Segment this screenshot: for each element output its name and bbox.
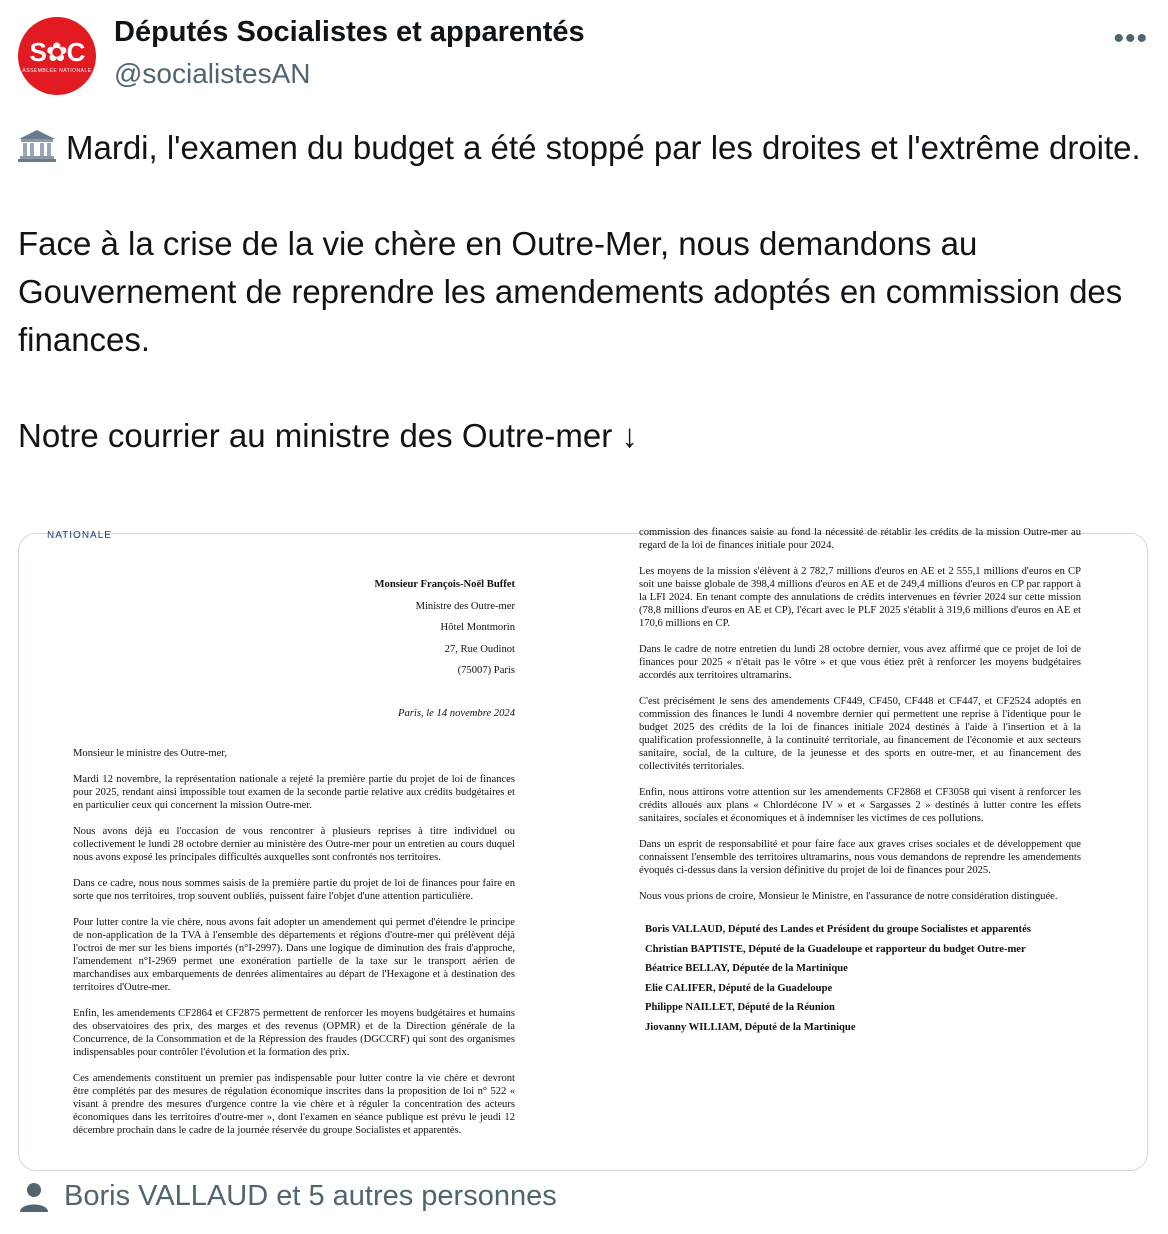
letter-right-top-fragment: commission des finances saisie au fond la nécessité de rétablir les crédits de la mission Outre-mer au regard de la loi de finances initiale pour 2024. (639, 527, 1081, 551)
recipient-address-3: (75007) Paris (457, 665, 515, 676)
signatory: Elie CALIFER, Député de la Guadeloupe (645, 982, 833, 994)
avatar[interactable] (18, 17, 96, 95)
tweet-paragraph-1-text: Mardi, l'examen du budget a été stoppé par les droites et l'extrême droite. (66, 129, 1141, 166)
recipient-block (73, 578, 515, 677)
avatar-logo-subtext: ASSEMBLÉE NATIONALE (22, 67, 92, 74)
letter-right-paragraph-1: Les moyens de la mission s'élèvent à 2 782,7 millions d'euros en AE et 2 555,1 millions d'euros en CP soit une baisse globale de 398,4 millions d'euros en AE et de 249,4 millions d'euros en CP par rapport à la LFI 2024. En tenant compte des annulations de crédits intervenues en février 2024 sur cette mission (78,8 millions d'euros en AE et CP), l'écart avec le PLF 2025 s'établit à 319,6 millions d'euros en AE et 170,6 millions en CP. (639, 566, 1081, 629)
letter-image[interactable] (18, 527, 1148, 1171)
letter-header-fragment: NATIONALE (47, 530, 112, 541)
letter-left-paragraph-3: Dans ce cadre, nous nous sommes saisis de la première partie du projet de loi de finances pour faire en sorte que nos territoires, trop souvent oubliés, puissent faire l'objet d'une attention particulière. (73, 878, 515, 902)
letter-salutation: Monsieur le ministre des Outre-mer, (73, 748, 228, 759)
more-options-icon[interactable]: ••• (1113, 22, 1148, 55)
letter-left-paragraph-1: Mardi 12 novembre, la représentation nationale a rejeté la première partie du projet de loi de finances pour 2025, rendant ainsi impossible tout examen de la seconde partie relative aux crédits budgétaires et en particulier ceux qui concernent la mission Outre-mer. (73, 774, 515, 811)
author-name[interactable]: Députés Socialistes et apparentés (114, 16, 585, 48)
recipient-title: Ministre des Outre-mer (415, 600, 515, 612)
letter-page-left (73, 534, 515, 1150)
recipient-address-1: Hôtel Montmorin (440, 622, 515, 633)
signatory: Christian BAPTISTE, Député de la Guadeloupe et rapporteur du budget Outre-mer (645, 943, 1026, 955)
tagged-people-label[interactable]: Boris VALLAUD et 5 autres personnes (64, 1180, 557, 1212)
letter-right-paragraph-3: C'est précisément le sens des amendements CF449, CF450, CF448 et CF447, et CF2524 adoptés en commission des finances le lundi 4 novembre dernier qui permettent une reprise à l'identique pour le budget 2025 des crédits de la loi de finances initiale 2024 destinés à l'aide à l'insertion et à la qualification professionnelle, à la continuité territoriale, au financement de l'économie et aux secteurs sanitaire, social, de la culture, de la jeunesse et des sports en outre-mer, et au financement des collectivités territoriales. (639, 696, 1081, 772)
avatar-logo-text: S✿C (29, 36, 85, 67)
signatory: Philippe NAILLET, Député de la Réunion (645, 1002, 835, 1013)
tagged-people[interactable] (18, 1180, 557, 1213)
tweet-paragraph-1 (18, 124, 1148, 172)
signatory: Jiovanny WILLIAM, Député de la Martinique (645, 1021, 856, 1033)
recipient-address-2: 27, Rue Oudinot (444, 643, 515, 655)
letter-right-paragraph-4: Enfin, nous attirons votre attention sur les amendements CF2868 et CF3058 qui visent à renforcer les crédits alloués aux plans « Chlordécone IV » et « Sargasses 2 » destinés à lutter contre les effets sanitaires, sociales et économiques et à indemniser les victimes de ces pollutions. (639, 787, 1081, 824)
tweet-text (18, 124, 1148, 460)
signatories (645, 923, 1081, 1034)
tweet-paragraph-2: Face à la crise de la vie chère en Outre-Mer, nous demandons au Gouvernement de reprendre les amendements adoptés en commission des finances. (18, 225, 1123, 358)
recipient-name: Monsieur François-Noël Buffet (374, 579, 515, 590)
letter-right-paragraph-2: Dans le cadre de notre entretien du lundi 28 octobre dernier, vous avez affirmé que ce projet de loi de finances pour 2025 « n'était pas le vôtre » et que vous étiez prêt à renforcer les moyens budgétaires accordés aux territoires ultramarins. (639, 644, 1081, 681)
letter-left-paragraph-4: Pour lutter contre la vie chère, nous avons fait adopter un amendement qui permet d'étendre le principe de non-application de la TVA à l'ensemble des départements et régions d'outre-mer qui prélèvent déjà l'octroi de mer sur les biens importés (n°I-2997). Dans une logique de diminution des frais d'approche, l'amendement n°I-2969 permet une exonération partielle de la taxe sur le transport aérien de marchandises aux embarquements de denrées alimentaires au départ de l'Hexagone et à destination des territoires d'Outre-mer. (73, 917, 515, 993)
letter-left-paragraph-5: Enfin, les amendements CF2864 et CF2875 permettent de renforcer les moyens budgétaires et humains des observatoires des prix, des marges et des revenus (OPMR) et de la Direction générale de la Concurrence, de la Consommation et de la Répression des fraudes (DGCCRF) qui sont des organismes indispensables pour contrôler l'évolution et la formation des prix. (73, 1008, 515, 1058)
tweet-paragraph-3: Notre courrier au ministre des Outre-mer ↓ (18, 417, 638, 454)
letter-closing: Nous vous prions de croire, Monsieur le Ministre, en l'assurance de notre considération distinguée. (639, 891, 1058, 902)
letter-left-paragraph-6: Ces amendements constituent un premier pas indispensable pour lutter contre la vie chère et devront être complétés par des mesures de régulation économique inscrites dans la proposition de loi n° 522 « visant à prendre des mesures d'urgence contre la vie chère et à réguler la concentration des acteurs économiques dans les territoires d'outre-mer », dont l'examen en séance publique est prévu le jeudi 12 décembre prochain dans le cadre de la journée réservée du groupe Socialistes et apparentés. (73, 1073, 515, 1136)
person-icon (18, 1181, 50, 1213)
letter-left-paragraph-2: Nous avons déjà eu l'occasion de vous rencontrer à plusieurs reprises à titre individuel ou collectivement le lundi 28 octobre dernier au ministère des Outre-mer pour un entretien au cours duquel nous avons exposé les principales difficultés auxquelles sont confrontés nos territoires. (73, 826, 515, 863)
signatory: Boris VALLAUD, Député des Landes et Président du groupe Socialistes et apparentés (645, 924, 1031, 935)
author-handle[interactable]: @socialistesAN (114, 58, 311, 89)
classical-building-icon (18, 129, 56, 163)
letter-date: Paris, le 14 novembre 2024 (397, 708, 515, 719)
letter-page-right (639, 526, 1081, 1040)
letter-right-paragraph-5: Dans un esprit de responsabilité et pour faire face aux graves crises sociales et de développement que connaissent l'ensemble des territoires ultramarins, nous vous demandons de reprendre les amendements évoqués ci-dessus dans la version définitive du projet de loi de finances pour 2025. (639, 839, 1081, 876)
signatory: Béatrice BELLAY, Députée de la Martinique (645, 963, 848, 974)
